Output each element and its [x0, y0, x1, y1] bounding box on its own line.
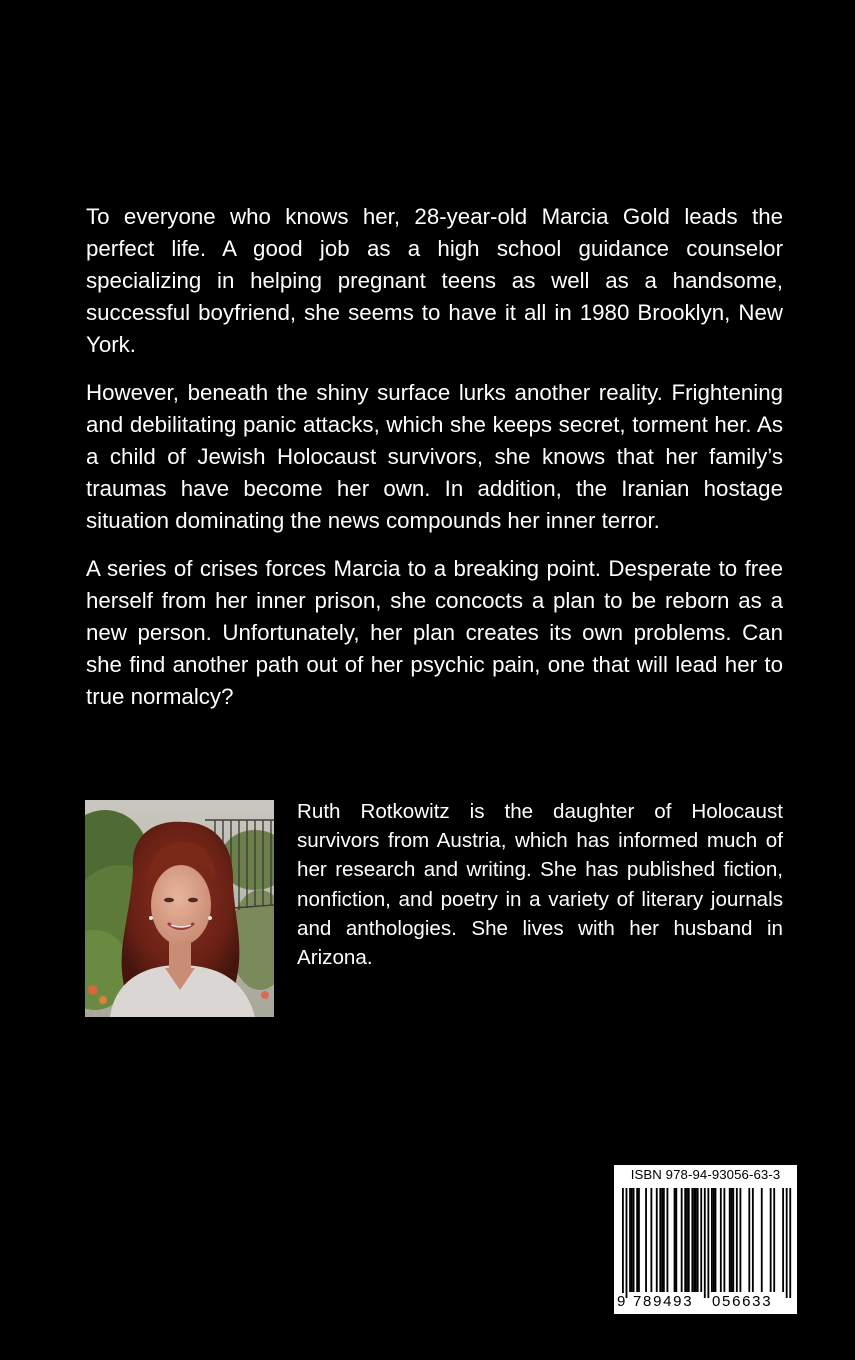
barcode-bar [686, 1188, 688, 1292]
barcode-bar [732, 1188, 734, 1292]
barcode-bar [713, 1188, 715, 1292]
barcode-bar [626, 1188, 628, 1298]
barcode-bar [704, 1188, 706, 1298]
barcode-bar [681, 1188, 683, 1292]
isbn-barcode [614, 1165, 797, 1314]
barcode-bars [614, 1186, 797, 1298]
isbn-label: ISBN 978-94-93056-63-3 [630, 1167, 781, 1182]
barcode-bar [761, 1188, 763, 1292]
barcode-bar [691, 1188, 693, 1292]
barcode-bar [697, 1188, 699, 1292]
author-photo [85, 800, 274, 1017]
barcode-bar [674, 1188, 676, 1292]
barcode-bar [748, 1188, 750, 1292]
barcode-bar [700, 1188, 702, 1292]
barcode-bar [667, 1188, 669, 1292]
barcode-bar [661, 1188, 663, 1292]
barcode-bar [739, 1188, 741, 1292]
barcode-bar [688, 1188, 690, 1292]
barcode-bar [656, 1188, 658, 1292]
barcode-number-first: 9 [617, 1293, 626, 1310]
barcode-bar [650, 1188, 652, 1292]
barcode-bar [695, 1188, 697, 1292]
blurb-paragraph-1: To everyone who knows her, 28-year-old Marcia Gold leads the perfect life. A good job as a high school guidance counselor specializing in helping pregnant teens as well as a handsome, successful boyfriend, she seems to have it all in 1980 Brooklyn, New York. [86, 204, 783, 357]
barcode-bar [720, 1188, 722, 1292]
barcode-bar [684, 1188, 686, 1292]
book-blurb [86, 201, 783, 729]
barcode-bar [729, 1188, 731, 1292]
barcode-bar [736, 1188, 738, 1292]
barcode-bar [752, 1188, 754, 1292]
barcode-bar [773, 1188, 775, 1292]
barcode-bar [715, 1188, 717, 1292]
barcode-bar [633, 1188, 635, 1292]
barcode-bar [693, 1188, 695, 1292]
barcode-bar [789, 1188, 791, 1298]
blurb-paragraph-3: A series of crises forces Marcia to a breaking point. Desperate to free herself from her inner prison, she concocts a plan to be reborn as a new person. Unfortunately, her plan creates its own problems. Can she find another path out of her psychic pain, one that will lead her to true normalcy? [86, 556, 783, 709]
barcode-number [614, 1293, 797, 1313]
barcode-bar [663, 1188, 665, 1292]
barcode-bar [659, 1188, 661, 1292]
barcode-bar [629, 1188, 631, 1292]
barcode-bar [675, 1188, 677, 1292]
barcode-bar [622, 1188, 624, 1298]
barcode-bar [707, 1188, 709, 1298]
barcode-bar [786, 1188, 788, 1298]
barcode-bar [711, 1188, 713, 1292]
blurb-paragraph-2: However, beneath the shiny surface lurks another reality. Frightening and debilitating panic attacks, which she keeps secret, torment her. As a child of Jewish Holocaust survivors, she knows that her family’s traumas have become her own. In addition, the Iranian hostage situation dominating the news compounds her inner terror. [86, 380, 783, 533]
barcode-bar [731, 1188, 733, 1292]
barcode-bar [723, 1188, 725, 1292]
barcode-number-left: 789493 [633, 1293, 694, 1310]
author-bio: Ruth Rotkowitz is the daughter of Holocaust survivors from Austria, which has informed much of her research and writing. She has published fiction, nonfiction, and poetry in a variety of literary journals and anthologies. She lives with her husband in Arizona. [297, 800, 783, 970]
barcode-bar [638, 1188, 640, 1292]
barcode-number-right: 056633 [712, 1293, 773, 1310]
barcode-bar [631, 1188, 633, 1292]
barcode-bar [636, 1188, 638, 1292]
barcode-bar [770, 1188, 772, 1292]
barcode-bar [645, 1188, 647, 1292]
barcode-bar [782, 1188, 784, 1292]
